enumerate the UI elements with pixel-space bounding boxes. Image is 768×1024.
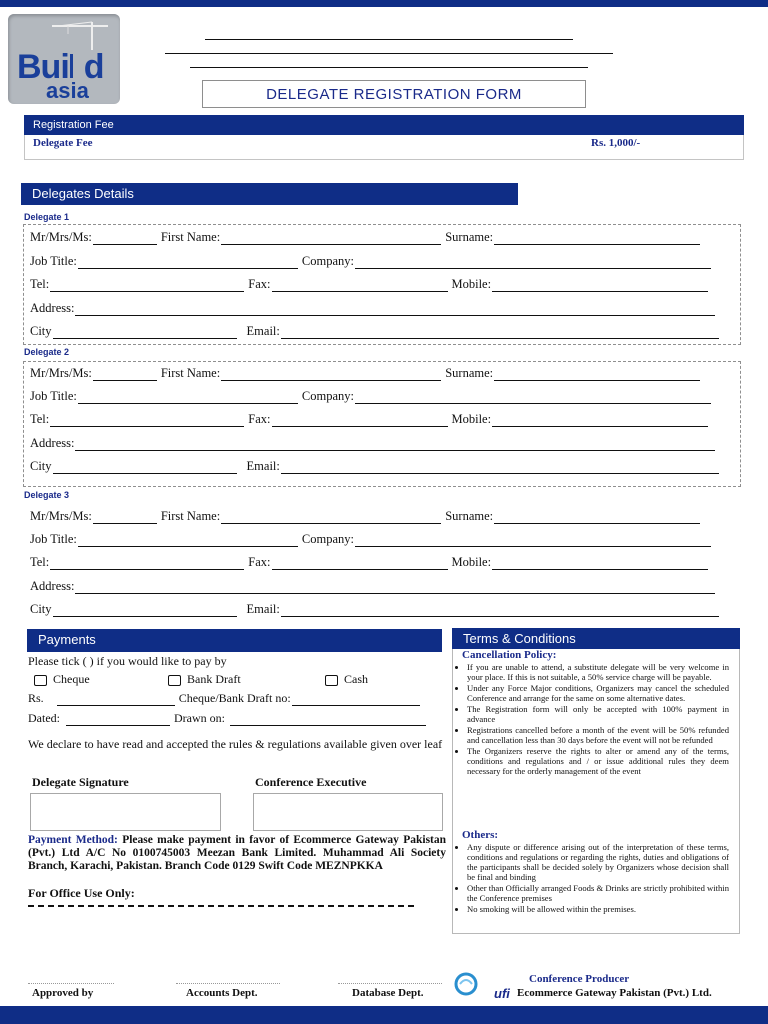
address-field[interactable] [75, 303, 715, 316]
payment-rs-row [28, 691, 424, 706]
company-field[interactable] [355, 256, 711, 269]
city-label: City [30, 459, 52, 473]
email-field[interactable] [281, 326, 719, 339]
others-item: • No smoking will be allowed within the premises. [467, 904, 729, 914]
job-title-label: Job Title: [30, 254, 77, 268]
buildasia-logo [8, 14, 120, 104]
delegate-2-name-row [30, 366, 704, 381]
cheque-no-label: Cheque/Bank Draft no: [178, 691, 291, 705]
cancellation-item: • Under any Force Major conditions, Organizers may cancel the scheduled Conference and arrange for the same on some alternative dates. [467, 683, 729, 703]
delegate-3-name-row [30, 509, 704, 524]
producer-name: Ecommerce Gateway Pakistan (Pvt.) Ltd. [517, 987, 712, 999]
cancellation-item: • If you are unable to attend, a substitute delegate will be very welcome in your place. If this is not suitable, a 50% service charge will be payable. [467, 662, 729, 682]
fax-label: Fax: [248, 555, 271, 569]
address-field[interactable] [75, 581, 715, 594]
mobile-field[interactable] [492, 414, 708, 427]
email-label: Email: [246, 602, 280, 616]
delegate-1-label: Delegate 1 [24, 212, 70, 222]
cash-checkbox[interactable] [325, 675, 338, 686]
office-use-line [28, 905, 414, 907]
first-name-label: First Name: [160, 509, 221, 523]
fax-field[interactable] [272, 414, 448, 427]
company-field[interactable] [355, 391, 711, 404]
accounts-line [176, 983, 280, 984]
email-label: Email: [246, 459, 280, 473]
bank-draft-checkbox[interactable] [168, 675, 181, 686]
company-field[interactable] [355, 534, 711, 547]
drawn-on-label: Drawn on: [174, 711, 225, 725]
header-line-3 [190, 67, 588, 68]
conference-producer-label: Conference Producer [529, 973, 630, 985]
email-label: Email: [246, 324, 280, 338]
company-label: Company: [301, 532, 354, 546]
payment-instruction: Please tick ( ) if you would like to pay by [28, 654, 227, 668]
cash-label: Cash [344, 672, 368, 686]
first-name-label: First Name: [160, 366, 221, 380]
delegate-3-job-row [30, 532, 715, 547]
delegates-details-heading: Delegates Details [21, 183, 518, 205]
rs-label: Rs. [28, 691, 44, 705]
option-cheque[interactable] [34, 672, 90, 687]
option-cash[interactable] [325, 672, 368, 687]
address-label: Address: [30, 436, 75, 450]
approved-by-line [28, 983, 114, 984]
payment-method-label: Payment Method: [28, 834, 118, 846]
surname-field[interactable] [494, 511, 700, 524]
tel-label: Tel: [30, 555, 50, 569]
database-dept-label: Database Dept. [352, 987, 424, 999]
fax-field[interactable] [272, 557, 448, 570]
top-accent-bar [0, 0, 768, 7]
address-label: Address: [30, 579, 75, 593]
tel-label: Tel: [30, 277, 50, 291]
logo-asia-text: asia [46, 78, 89, 103]
header-line-1 [205, 39, 573, 40]
email-field[interactable] [281, 461, 719, 474]
first-name-label: First Name: [160, 230, 221, 244]
delegate-2-contact-row [30, 412, 712, 427]
job-title-label: Job Title: [30, 532, 77, 546]
delegate-3-contact-row [30, 555, 712, 570]
first-name-field[interactable] [221, 511, 441, 524]
registration-fee-heading: Registration Fee [24, 115, 744, 135]
surname-field[interactable] [494, 368, 700, 381]
cheque-label: Cheque [53, 672, 90, 686]
terms-heading: Terms & Conditions [452, 628, 740, 649]
cancellation-item: • The Registration form will only be accepted with 100% payment in advance [467, 704, 729, 724]
tel-field[interactable] [50, 279, 244, 292]
ufi-logo [494, 986, 510, 1001]
title-label: Mr/Mrs/Ms: [30, 509, 92, 523]
cancellation-item: • Registrations cancelled before a month of the event will be 50% refunded and cancellation less than 30 days before the event will not be refunded [467, 725, 729, 745]
title-label: Mr/Mrs/Ms: [30, 366, 92, 380]
company-label: Company: [301, 254, 354, 268]
title-field[interactable] [93, 511, 157, 524]
dated-field[interactable] [66, 713, 170, 726]
email-field[interactable] [281, 604, 719, 617]
title-label: Mr/Mrs/Ms: [30, 230, 92, 244]
payments-heading: Payments [27, 629, 442, 652]
delegate-1-address-row [30, 301, 719, 316]
crane-icon [48, 20, 110, 50]
rs-field[interactable] [57, 693, 175, 706]
others-heading: Others: [462, 829, 499, 841]
fax-label: Fax: [248, 412, 271, 426]
mobile-field[interactable] [492, 279, 708, 292]
delegate-1-contact-row [30, 277, 712, 292]
title-field[interactable] [93, 232, 157, 245]
surname-label: Surname: [445, 366, 494, 380]
mobile-label: Mobile: [451, 555, 492, 569]
delegate-1-name-row [30, 230, 704, 245]
others-list-wrap [455, 842, 729, 915]
header-line-2 [165, 53, 613, 54]
delegate-2-label: Delegate 2 [24, 347, 70, 357]
accounts-dept-label: Accounts Dept. [186, 987, 258, 999]
fax-field[interactable] [272, 279, 448, 292]
job-title-field[interactable] [78, 256, 298, 269]
form-title: DELEGATE REGISTRATION FORM [202, 80, 586, 108]
payment-dated-row [28, 711, 430, 726]
cancellation-heading: Cancellation Policy: [462, 649, 557, 661]
cheque-checkbox[interactable] [34, 675, 47, 686]
delegate-2-address-row [30, 436, 719, 451]
tel-field[interactable] [50, 414, 244, 427]
delegate-3-city-row [30, 602, 723, 617]
conference-executive-box[interactable] [253, 793, 443, 831]
office-use-label: For Office Use Only: [28, 886, 135, 900]
cancellation-list [455, 662, 729, 776]
ufi-logo-text: ufi [494, 986, 510, 1001]
payment-method-details: Please make payment in favor of Ecommerce Gateway Pakistan (Pvt.) Ltd A/C No 0100745003 Meezan Bank Limited. Muhammad Ali Society Branch, Karachi, Pakistan. Branch Code 0129 Swift Code MEZNPKKA [28, 834, 447, 872]
surname-label: Surname: [445, 230, 494, 244]
delegate-signature-box[interactable] [30, 793, 221, 831]
mobile-label: Mobile: [451, 277, 492, 291]
surname-label: Surname: [445, 509, 494, 523]
delegate-1-city-row [30, 324, 723, 339]
payment-method-text [28, 834, 446, 873]
drawn-on-field[interactable] [230, 713, 426, 726]
delegate-3-label: Delegate 3 [24, 490, 70, 500]
declaration-text: We declare to have read and accepted the rules & regulations available given over leaf [28, 737, 443, 751]
fax-label: Fax: [248, 277, 271, 291]
address-label: Address: [30, 301, 75, 315]
ecommerce-gateway-logo-icon [452, 972, 482, 1000]
mobile-field[interactable] [492, 557, 708, 570]
job-title-field[interactable] [78, 534, 298, 547]
others-item: • Any dispute or difference arising out of the interpretation of these terms, conditions and regulations or regarding the rights, duties and obligations of the participants shall be decided solely by Organizers whose decision shall be final and binding [467, 842, 729, 882]
surname-field[interactable] [494, 232, 700, 245]
company-label: Company: [301, 389, 354, 403]
tel-field[interactable] [50, 557, 244, 570]
city-field[interactable] [53, 604, 237, 617]
job-title-label: Job Title: [30, 389, 77, 403]
cancellation-item: • The Organizers reserve the rights to alter or amend any of the terms, conditions and regulations and / or issue additional rules they deem necessary for the orderly management of the event [467, 746, 729, 776]
bank-draft-label: Bank Draft [187, 672, 241, 686]
city-field[interactable] [53, 326, 237, 339]
delegate-fee-label: Delegate Fee [33, 137, 93, 149]
approved-by-label: Approved by [32, 987, 94, 999]
first-name-field[interactable] [221, 368, 441, 381]
option-bank-draft[interactable] [168, 672, 241, 687]
dated-label: Dated: [28, 711, 60, 725]
job-title-field[interactable] [78, 391, 298, 404]
city-field[interactable] [53, 461, 237, 474]
logo-build-text: Bui d [17, 48, 104, 86]
address-field[interactable] [75, 438, 715, 451]
delegate-fee-value: Rs. 1,000/- [591, 137, 641, 149]
database-line [338, 983, 442, 984]
delegate-2-job-row [30, 389, 715, 404]
conference-executive-label: Conference Executive [255, 775, 367, 789]
first-name-field[interactable] [221, 232, 441, 245]
delegate-2-city-row [30, 459, 723, 474]
cheque-no-field[interactable] [292, 693, 420, 706]
delegate-1-job-row [30, 254, 715, 269]
others-item: • Other than Officially arranged Foods & Drinks are strictly prohibited within the Conference premises [467, 883, 729, 903]
mobile-label: Mobile: [451, 412, 492, 426]
title-field[interactable] [93, 368, 157, 381]
bottom-accent-bar [0, 1006, 768, 1024]
city-label: City [30, 324, 52, 338]
delegate-signature-label: Delegate Signature [32, 775, 129, 789]
delegate-3-address-row [30, 579, 719, 594]
tel-label: Tel: [30, 412, 50, 426]
city-label: City [30, 602, 52, 616]
others-list [455, 842, 729, 914]
cancellation-list-wrap [455, 662, 729, 777]
